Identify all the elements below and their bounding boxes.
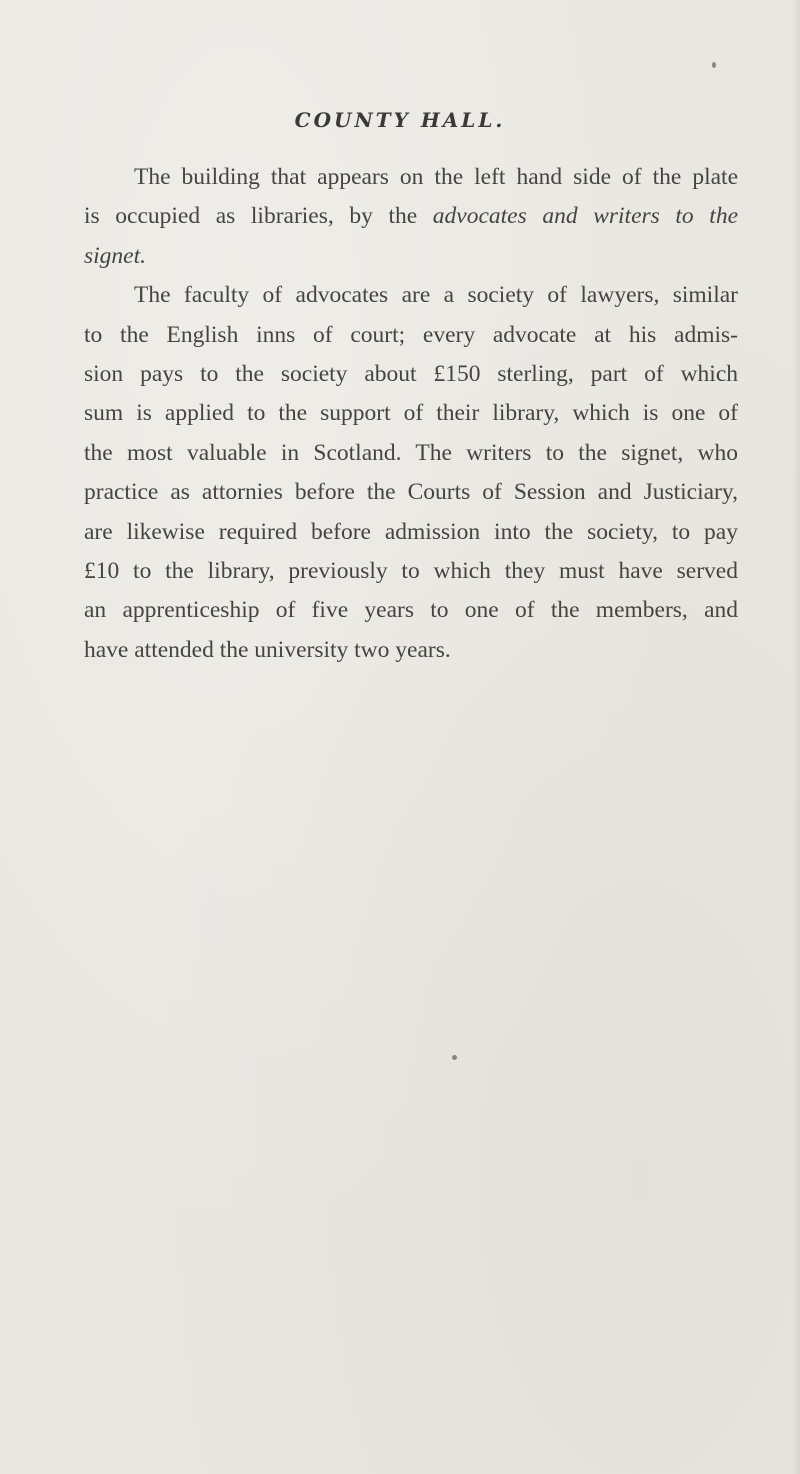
- text-line: an apprenticeship of five years to one of the members, and: [84, 597, 738, 624]
- paragraph-2: [84, 276, 738, 670]
- paper-speck: [452, 1055, 457, 1060]
- paper-speck: [712, 62, 716, 68]
- page-edge-shadow: [792, 0, 800, 1474]
- text-line: sum is applied to the support of their library, which is one of: [84, 400, 738, 427]
- text-line: The faculty of advocates are a society of lawyers, similar: [134, 282, 738, 309]
- italic-segment: signet.: [84, 242, 147, 269]
- text-line: sion pays to the society about £150 sterling, part of which: [84, 361, 738, 388]
- text-line: The building that appears on the left hand side of the plate: [134, 164, 738, 190]
- text-line: have attended the university two years.: [84, 636, 451, 663]
- text-segment: is occupied as libraries, by the: [84, 203, 433, 230]
- text-line: are likewise required before admission into the society, to pay: [84, 518, 738, 545]
- italic-segment: advocates and writers to the: [432, 203, 738, 230]
- paragraph-1: [84, 158, 738, 276]
- text-line: [84, 197, 738, 236]
- text-line: [84, 237, 738, 276]
- text-line: practice as attornies before the Courts of Session and Justiciary,: [84, 479, 738, 506]
- running-head: COUNTY HALL.: [294, 108, 506, 132]
- text-line: to the English inns of court; every advocate at his admis-: [84, 321, 738, 348]
- body-text: [84, 158, 738, 670]
- text-line: the most valuable in Scotland. The writers to the signet, who: [84, 439, 738, 466]
- text-line: £10 to the library, previously to which they must have served: [84, 558, 738, 585]
